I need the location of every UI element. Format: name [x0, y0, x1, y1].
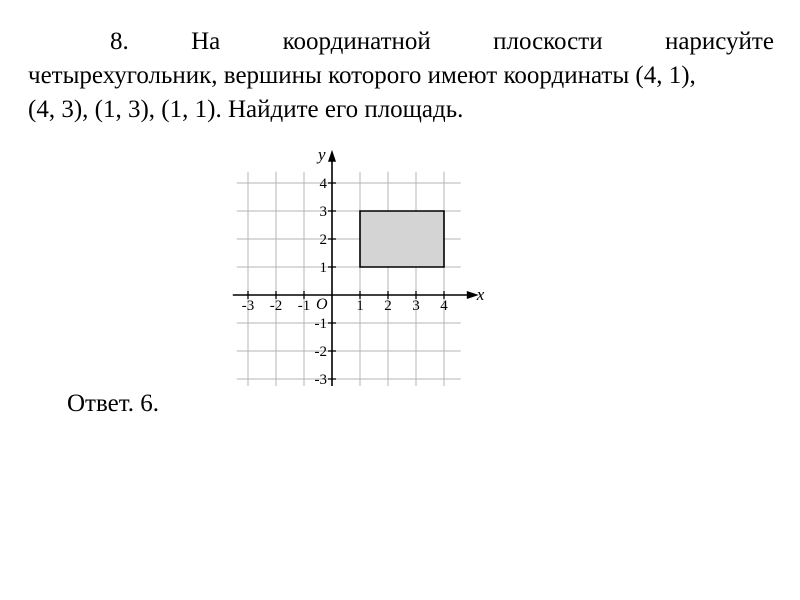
x-tick-label: -2: [269, 298, 283, 314]
y-tick-label: -1: [314, 316, 327, 332]
y-tick-label: -2: [314, 344, 327, 360]
grid: [237, 172, 461, 386]
x-tick-label: -1: [297, 298, 311, 314]
x-tick-label: 4: [440, 298, 448, 314]
answer-text: Ответ. 6.: [67, 390, 160, 417]
problem-word: плоскости: [493, 28, 603, 55]
y-tick-label: 1: [319, 260, 327, 276]
rectangle-shape: [360, 211, 444, 267]
problem-text: [28, 25, 774, 127]
y-tick-label: 2: [319, 232, 327, 248]
y-tick-label: 3: [319, 204, 327, 220]
problem-line-2: четырехугольник, вершины которого имеют координаты (4, 1),: [28, 62, 696, 89]
x-axis-label: x: [476, 285, 485, 304]
problem-word: На: [191, 28, 221, 55]
ticks: [242, 176, 449, 386]
problem-line-3: (4, 3), (1, 3), (1, 1). Найдите его площадь.: [28, 96, 464, 123]
x-tick-label: 3: [412, 298, 420, 314]
y-tick-label: -3: [314, 372, 327, 386]
origin-label: O: [316, 296, 328, 313]
problem-line-1: [28, 25, 774, 59]
coordinate-plane: [232, 150, 492, 386]
problem-word: нарисуйте: [664, 28, 774, 55]
y-tick-label: 4: [319, 176, 327, 192]
y-axis-arrow: [328, 150, 336, 162]
x-tick-label: 2: [384, 298, 392, 314]
problem-number: 8.: [110, 28, 129, 55]
x-tick-label: 1: [356, 298, 364, 314]
problem-word: координатной: [282, 28, 431, 55]
x-tick-label: -3: [241, 298, 255, 314]
y-axis-label: y: [318, 150, 326, 164]
